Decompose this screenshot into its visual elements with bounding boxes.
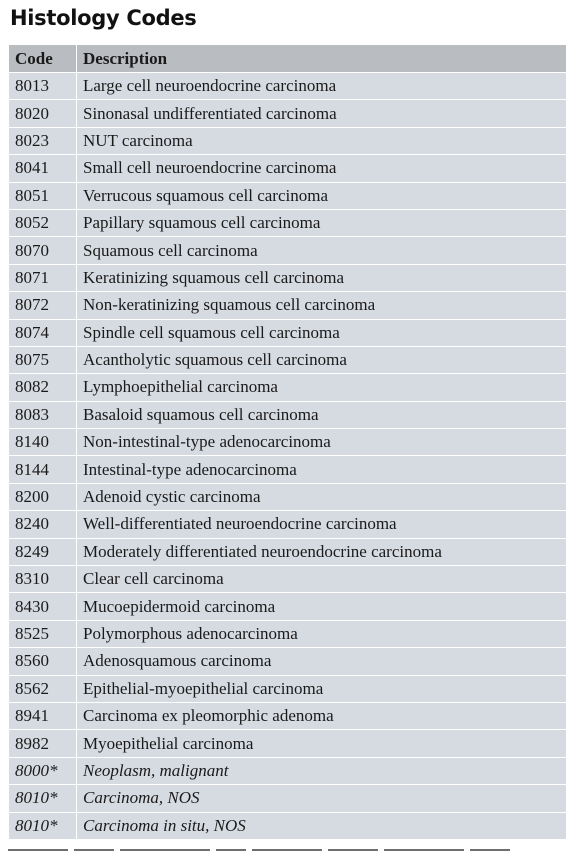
description-cell: Non-intestinal-type adenocarcinoma [77, 429, 567, 456]
code-cell: 8041 [9, 155, 77, 182]
table-row [9, 702, 567, 729]
description-cell: Polymorphous adenocarcinoma [77, 620, 567, 647]
description-cell: Basaloid squamous cell carcinoma [77, 401, 567, 428]
code-cell: 8562 [9, 675, 77, 702]
table-row [9, 483, 567, 510]
table-row [9, 100, 567, 127]
description-cell: Carcinoma ex pleomorphic adenoma [77, 702, 567, 729]
code-cell: 8525 [9, 620, 77, 647]
code-cell: 8052 [9, 209, 77, 236]
code-cell: 8144 [9, 456, 77, 483]
description-cell: Non-keratinizing squamous cell carcinoma [77, 292, 567, 319]
description-cell: Carcinoma in situ, NOS [77, 812, 567, 839]
description-cell: Well-differentiated neuroendocrine carcinoma [77, 511, 567, 538]
code-cell: 8982 [9, 730, 77, 757]
table-row [9, 292, 567, 319]
table-row [9, 209, 567, 236]
column-header-code: Code [9, 45, 77, 73]
table-row [9, 566, 567, 593]
table-row [9, 785, 567, 812]
code-cell: 8310 [9, 566, 77, 593]
table-row [9, 346, 567, 373]
description-cell: Keratinizing squamous cell carcinoma [77, 264, 567, 291]
table-row [9, 429, 567, 456]
description-cell: Papillary squamous cell carcinoma [77, 209, 567, 236]
table-row [9, 319, 567, 346]
table-row [9, 730, 567, 757]
table-row [9, 264, 567, 291]
code-cell: 8082 [9, 374, 77, 401]
column-header-description: Description [77, 45, 567, 73]
code-cell: 8013 [9, 73, 77, 100]
table-row [9, 456, 567, 483]
description-cell: Small cell neuroendocrine carcinoma [77, 155, 567, 182]
description-cell: Adenoid cystic carcinoma [77, 483, 567, 510]
table-row [9, 182, 567, 209]
code-cell: 8075 [9, 346, 77, 373]
table-row [9, 538, 567, 565]
table-header-row [9, 45, 567, 73]
description-cell: Large cell neuroendocrine carcinoma [77, 73, 567, 100]
code-cell: 8200 [9, 483, 77, 510]
table-row [9, 511, 567, 538]
description-cell: Sinonasal undifferentiated carcinoma [77, 100, 567, 127]
code-cell: 8074 [9, 319, 77, 346]
description-cell: Mucoepidermoid carcinoma [77, 593, 567, 620]
table-row [9, 127, 567, 154]
code-cell: 8020 [9, 100, 77, 127]
table-row [9, 812, 567, 839]
table-row [9, 73, 567, 100]
code-cell: 8140 [9, 429, 77, 456]
code-cell: 8070 [9, 237, 77, 264]
table-body [9, 73, 567, 840]
page-title: Histology Codes [10, 6, 197, 30]
table-row [9, 593, 567, 620]
table-row [9, 401, 567, 428]
table-row [9, 237, 567, 264]
description-cell: NUT carcinoma [77, 127, 567, 154]
code-cell: 8941 [9, 702, 77, 729]
code-cell: 8083 [9, 401, 77, 428]
description-cell: Lymphoepithelial carcinoma [77, 374, 567, 401]
code-cell: 8000* [9, 757, 77, 784]
table-row [9, 675, 567, 702]
description-cell: Myoepithelial carcinoma [77, 730, 567, 757]
table-row [9, 155, 567, 182]
description-cell: Neoplasm, malignant [77, 757, 567, 784]
code-cell: 8560 [9, 648, 77, 675]
code-cell: 8023 [9, 127, 77, 154]
code-cell: 8051 [9, 182, 77, 209]
code-cell: 8240 [9, 511, 77, 538]
description-cell: Spindle cell squamous cell carcinoma [77, 319, 567, 346]
description-cell: Acantholytic squamous cell carcinoma [77, 346, 567, 373]
code-cell: 8010* [9, 812, 77, 839]
table-row [9, 374, 567, 401]
table-row [9, 620, 567, 647]
code-cell: 8010* [9, 785, 77, 812]
description-cell: Clear cell carcinoma [77, 566, 567, 593]
table-row [9, 757, 567, 784]
code-cell: 8430 [9, 593, 77, 620]
histology-codes-table [8, 44, 567, 840]
table-row [9, 648, 567, 675]
code-cell: 8249 [9, 538, 77, 565]
description-cell: Moderately differentiated neuroendocrine carcinoma [77, 538, 567, 565]
description-cell: Verrucous squamous cell carcinoma [77, 182, 567, 209]
description-cell: Adenosquamous carcinoma [77, 648, 567, 675]
code-cell: 8071 [9, 264, 77, 291]
description-cell: Intestinal-type adenocarcinoma [77, 456, 567, 483]
cropped-footer-text [8, 846, 548, 852]
description-cell: Epithelial-myoepithelial carcinoma [77, 675, 567, 702]
code-cell: 8072 [9, 292, 77, 319]
description-cell: Squamous cell carcinoma [77, 237, 567, 264]
description-cell: Carcinoma, NOS [77, 785, 567, 812]
